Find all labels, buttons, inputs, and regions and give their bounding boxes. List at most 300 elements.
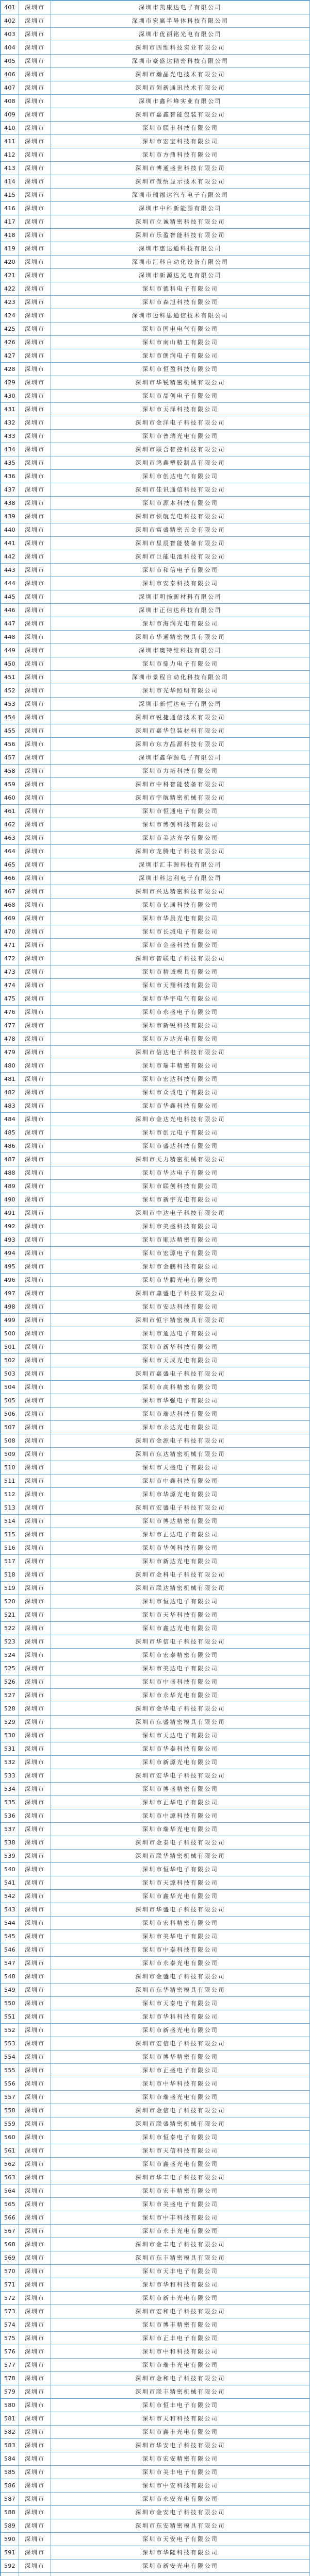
row-number-cell: 585	[1, 2466, 19, 2479]
table-row	[1, 2117, 310, 2131]
city-cell: 深圳市	[19, 122, 51, 135]
row-number-cell: 472	[1, 952, 19, 965]
company-name-cell: 深圳市宏盛电子科技有限公司	[51, 1501, 310, 1515]
city-cell: 深圳市	[19, 965, 51, 979]
company-name-cell: 深圳市凯康达电子有限公司	[51, 1, 310, 14]
city-cell: 深圳市	[19, 2439, 51, 2452]
company-name-cell: 深圳市东方晶源科技有限公司	[51, 738, 310, 751]
city-cell: 深圳市	[19, 1917, 51, 1930]
row-number-cell: 442	[1, 550, 19, 564]
company-name-cell: 深圳市华宇电气有限公司	[51, 992, 310, 1006]
row-number-cell: 523	[1, 1635, 19, 1649]
row-number-cell: 536	[1, 1809, 19, 1823]
table-row	[1, 1595, 310, 1608]
city-cell: 深圳市	[19, 1501, 51, 1515]
company-name-cell: 深圳市永泰光电有限公司	[51, 1957, 310, 1970]
row-number-cell: 411	[1, 135, 19, 148]
city-cell: 深圳市	[19, 443, 51, 456]
row-number-cell: 558	[1, 2104, 19, 2117]
table-row	[1, 1608, 310, 1622]
city-cell: 深圳市	[19, 992, 51, 1006]
company-name-cell: 深圳市金和电子科技有限公司	[51, 2372, 310, 2385]
row-number-cell: 581	[1, 2412, 19, 2426]
city-cell: 深圳市	[19, 523, 51, 537]
table-row	[1, 1086, 310, 1099]
city-cell: 深圳市	[19, 1166, 51, 1180]
city-cell: 深圳市	[19, 430, 51, 443]
table-row	[1, 1568, 310, 1582]
city-cell: 深圳市	[19, 229, 51, 242]
city-cell: 深圳市	[19, 28, 51, 41]
city-cell: 深圳市	[19, 1019, 51, 1032]
row-number-cell: 493	[1, 1233, 19, 1247]
table-row	[1, 1850, 310, 1863]
company-name-cell: 深圳市和信电子有限公司	[51, 564, 310, 577]
city-cell: 深圳市	[19, 1300, 51, 1314]
row-number-cell: 440	[1, 523, 19, 537]
city-cell: 深圳市	[19, 1421, 51, 1434]
city-cell: 深圳市	[19, 1582, 51, 1595]
company-name-cell: 深圳市金科电子科技有限公司	[51, 1568, 310, 1582]
city-cell: 深圳市	[19, 55, 51, 68]
company-name-cell: 深圳市宏华电子科技有限公司	[51, 1769, 310, 1783]
row-number-cell: 469	[1, 912, 19, 925]
table-row	[1, 1, 310, 14]
row-number-cell: 414	[1, 175, 19, 189]
city-cell: 深圳市	[19, 296, 51, 309]
company-name-cell: 深圳市新达光电有限公司	[51, 1555, 310, 1568]
city-cell: 深圳市	[19, 323, 51, 336]
city-cell: 深圳市	[19, 14, 51, 28]
city-cell: 深圳市	[19, 403, 51, 416]
company-name-cell: 深圳市永达光电有限公司	[51, 1421, 310, 1434]
row-number-cell: 569	[1, 2251, 19, 2265]
company-name-cell: 深圳市嘉鑫智能包装有限公司	[51, 108, 310, 122]
table-row	[1, 1783, 310, 1796]
row-number-cell: 491	[1, 1207, 19, 1220]
company-name-cell: 深圳市精诚模具有限公司	[51, 965, 310, 979]
table-row	[1, 323, 310, 336]
row-number-cell: 564	[1, 2184, 19, 2198]
table-row	[1, 81, 310, 95]
row-number-cell: 462	[1, 818, 19, 832]
company-name-cell: 深圳市恒通电子有限公司	[51, 805, 310, 818]
table-row	[1, 1729, 310, 1742]
row-number-cell: 591	[1, 2546, 19, 2560]
row-number-cell: 513	[1, 1501, 19, 1515]
row-number-cell: 438	[1, 497, 19, 510]
company-name-cell: 深圳市华通精密模具有限公司	[51, 631, 310, 644]
row-number-cell: 526	[1, 1675, 19, 1689]
company-name-cell: 深圳市创元电子有限公司	[51, 1126, 310, 1140]
company-name-cell: 深圳市佳讯通信科技有限公司	[51, 483, 310, 497]
company-name-cell: 深圳市华和科技有限公司	[51, 2278, 310, 2292]
city-cell: 深圳市	[19, 1876, 51, 1890]
city-cell: 深圳市	[19, 1809, 51, 1823]
row-number-cell: 428	[1, 363, 19, 376]
row-number-cell: 519	[1, 1582, 19, 1595]
table-row	[1, 1622, 310, 1635]
row-number-cell: 511	[1, 1475, 19, 1488]
city-cell: 深圳市	[19, 912, 51, 925]
city-cell: 深圳市	[19, 416, 51, 430]
table-row	[1, 41, 310, 55]
table-row	[1, 2198, 310, 2211]
city-cell: 深圳市	[19, 81, 51, 95]
row-number-cell: 430	[1, 389, 19, 403]
city-cell: 深圳市	[19, 95, 51, 108]
city-cell: 深圳市	[19, 1997, 51, 2010]
company-name-cell: 深圳市博创科技有限公司	[51, 818, 310, 832]
company-name-cell: 深圳市中盛科技有限公司	[51, 1675, 310, 1689]
row-number-cell: 437	[1, 483, 19, 497]
company-name-cell: 深圳市源本科技有限公司	[51, 497, 310, 510]
city-cell: 深圳市	[19, 2412, 51, 2426]
table-row	[1, 765, 310, 778]
table-row	[1, 564, 310, 577]
company-name-cell: 深圳市联合智控科技有限公司	[51, 443, 310, 456]
table-row	[1, 363, 310, 376]
table-row	[1, 523, 310, 537]
row-number-cell: 419	[1, 242, 19, 256]
city-cell: 深圳市	[19, 939, 51, 952]
row-number-cell	[1, 2573, 19, 2576]
company-name-cell: 深圳市天华科技有限公司	[51, 1608, 310, 1622]
table-row	[1, 1943, 310, 1957]
table-row	[1, 1582, 310, 1595]
table-row	[1, 1434, 310, 1448]
row-number-cell: 502	[1, 1354, 19, 1367]
table-row	[1, 1501, 310, 1515]
row-number-cell: 401	[1, 1, 19, 14]
company-name-cell: 深圳市金华电子科技有限公司	[51, 1702, 310, 1716]
city-cell: 深圳市	[19, 242, 51, 256]
row-number-cell: 475	[1, 992, 19, 1006]
company-name-cell: 深圳市联盛精密机械有限公司	[51, 2117, 310, 2131]
city-cell: 深圳市	[19, 2533, 51, 2546]
row-number-cell: 476	[1, 1006, 19, 1019]
row-number-cell: 473	[1, 965, 19, 979]
table-row	[1, 1394, 310, 1408]
city-cell: 深圳市	[19, 2399, 51, 2412]
row-number-cell: 522	[1, 1622, 19, 1635]
table-row	[1, 2131, 310, 2144]
table-row	[1, 1488, 310, 1501]
city-cell: 深圳市	[19, 2385, 51, 2399]
table-row	[1, 2010, 310, 2024]
table-row	[1, 1823, 310, 1836]
company-name-cell: 深圳市海润光电有限公司	[51, 617, 310, 631]
company-name-cell: 深圳市迈科思通信技术有限公司	[51, 309, 310, 323]
row-number-cell: 405	[1, 55, 19, 68]
table-row	[1, 108, 310, 122]
company-name-cell: 深圳市正盛电子有限公司	[51, 2064, 310, 2077]
table-row	[1, 416, 310, 430]
row-number-cell: 420	[1, 256, 19, 269]
city-cell: 深圳市	[19, 1032, 51, 1046]
company-name-cell: 深圳市星辰智能装备有限公司	[51, 537, 310, 550]
row-number-cell: 525	[1, 1662, 19, 1675]
city-cell: 深圳市	[19, 2091, 51, 2104]
city-cell: 深圳市	[19, 684, 51, 698]
row-number-cell: 556	[1, 2077, 19, 2091]
table-row	[1, 135, 310, 148]
city-cell: 深圳市	[19, 952, 51, 965]
row-number-cell: 583	[1, 2439, 19, 2452]
row-number-cell: 490	[1, 1193, 19, 1207]
company-name-cell: 深圳市中华科技有限公司	[51, 2077, 310, 2091]
city-cell: 深圳市	[19, 2479, 51, 2493]
city-cell: 深圳市	[19, 698, 51, 711]
company-name-cell: 深圳市华锐精密机械有限公司	[51, 376, 310, 389]
row-number-cell: 580	[1, 2399, 19, 2412]
company-name-cell: 深圳市晶创电子有限公司	[51, 389, 310, 403]
row-number-cell: 537	[1, 1823, 19, 1836]
company-name-cell: 深圳市天安电子有限公司	[51, 2533, 310, 2546]
company-name-cell: 深圳市优丽铭光电有限公司	[51, 28, 310, 41]
company-name-cell: 深圳市鑫科峰实业有限公司	[51, 95, 310, 108]
company-name-cell: 深圳市天成光电有限公司	[51, 1354, 310, 1367]
row-number-cell: 466	[1, 872, 19, 885]
company-name-cell: 深圳市恒丰电子有限公司	[51, 2399, 310, 2412]
company-name-cell: 深圳市天泰电子有限公司	[51, 1997, 310, 2010]
city-cell: 深圳市	[19, 751, 51, 765]
company-name-cell: 深圳市新华科技有限公司	[51, 1341, 310, 1354]
city-cell: 深圳市	[19, 2546, 51, 2560]
row-number-cell: 488	[1, 1166, 19, 1180]
company-name-cell: 深圳市华源光电有限公司	[51, 1488, 310, 1501]
table-row	[1, 1341, 310, 1354]
company-name-cell: 深圳市龙腾电子科技有限公司	[51, 845, 310, 858]
row-number-cell: 498	[1, 1300, 19, 1314]
city-cell: 深圳市	[19, 537, 51, 550]
table-row	[1, 2104, 310, 2117]
company-name-cell: 深圳市正达电子有限公司	[51, 1528, 310, 1541]
company-name-cell: 深圳市中泰科技有限公司	[51, 1943, 310, 1957]
city-cell: 深圳市	[19, 1193, 51, 1207]
company-name-cell: 深圳市宏宝科技有限公司	[51, 135, 310, 148]
company-name-cell: 深圳市嘉盛电子科技有限公司	[51, 1367, 310, 1381]
company-name-cell: 深圳市华盛电子科技有限公司	[51, 1903, 310, 1917]
city-cell: 深圳市	[19, 470, 51, 483]
table-row	[1, 1649, 310, 1662]
row-number-cell: 421	[1, 269, 19, 282]
city-cell: 深圳市	[19, 858, 51, 872]
city-cell	[19, 2573, 51, 2576]
table-row	[1, 55, 310, 68]
table-row	[1, 2144, 310, 2158]
row-number-cell: 483	[1, 1099, 19, 1113]
enterprise-table	[1, 1, 310, 2576]
table-row	[1, 698, 310, 711]
row-number-cell: 410	[1, 122, 19, 135]
row-number-cell: 516	[1, 1541, 19, 1555]
table-row	[1, 202, 310, 215]
row-number-cell: 489	[1, 1180, 19, 1193]
city-cell: 深圳市	[19, 899, 51, 912]
city-cell: 深圳市	[19, 1515, 51, 1528]
table-row	[1, 1059, 310, 1073]
company-name-cell: 深圳市华隆科技有限公司	[51, 2546, 310, 2560]
row-number-cell: 452	[1, 684, 19, 698]
company-name-cell: 深圳市华信电子科技有限公司	[51, 1635, 310, 1649]
company-name-cell: 深圳市博达精密有限公司	[51, 1515, 310, 1528]
table-row	[1, 376, 310, 389]
table-row	[1, 483, 310, 497]
table-row	[1, 1233, 310, 1247]
row-number-cell: 577	[1, 2359, 19, 2372]
city-cell: 深圳市	[19, 925, 51, 939]
city-cell: 深圳市	[19, 1702, 51, 1716]
row-number-cell: 576	[1, 2345, 19, 2359]
city-cell: 深圳市	[19, 202, 51, 215]
table-row	[1, 2533, 310, 2546]
company-name-cell: 深圳市国电电气有限公司	[51, 323, 310, 336]
table-row	[1, 229, 310, 242]
row-number-cell: 449	[1, 644, 19, 657]
company-name-cell: 深圳市美达光学有限公司	[51, 832, 310, 845]
company-name-cell: 深圳市新安光电有限公司	[51, 2560, 310, 2573]
enterprise-table-body	[1, 1, 310, 2576]
row-number-cell: 550	[1, 1997, 19, 2010]
city-cell: 深圳市	[19, 1836, 51, 1850]
company-name-cell: 深圳市中科新能源有限公司	[51, 202, 310, 215]
city-cell: 深圳市	[19, 1622, 51, 1635]
city-cell: 深圳市	[19, 1, 51, 14]
company-name-cell: 深圳市华创科技有限公司	[51, 1541, 310, 1555]
table-row	[1, 1421, 310, 1434]
company-name-cell: 深圳市金盛科技有限公司	[51, 939, 310, 952]
row-number-cell: 572	[1, 2292, 19, 2305]
city-cell: 深圳市	[19, 1274, 51, 1287]
company-name-cell: 深圳市宏和电子科技有限公司	[51, 2305, 310, 2318]
row-number-cell: 479	[1, 1046, 19, 1059]
company-name-cell: 深圳市华强电子有限公司	[51, 1394, 310, 1408]
city-cell: 深圳市	[19, 2493, 51, 2506]
city-cell: 深圳市	[19, 1287, 51, 1300]
table-row	[1, 2024, 310, 2037]
row-number-cell: 495	[1, 1260, 19, 1274]
city-cell: 深圳市	[19, 631, 51, 644]
row-number-cell: 534	[1, 1783, 19, 1796]
company-name-cell: 深圳市美达电子有限公司	[51, 1662, 310, 1675]
row-number-cell: 539	[1, 1850, 19, 1863]
row-number-cell: 590	[1, 2533, 19, 2546]
row-number-cell: 406	[1, 68, 19, 81]
company-name-cell: 深圳市联丰精密机械有限公司	[51, 2385, 310, 2399]
company-name-cell: 深圳市新源光电有限公司	[51, 1756, 310, 1769]
city-cell: 深圳市	[19, 1756, 51, 1769]
table-row	[1, 2278, 310, 2292]
table-row	[1, 1126, 310, 1140]
row-number-cell: 416	[1, 202, 19, 215]
row-number-cell: 532	[1, 1756, 19, 1769]
company-name-cell: 深圳市永盛电子有限公司	[51, 1006, 310, 1019]
table-row	[1, 389, 310, 403]
row-number-cell: 567	[1, 2225, 19, 2238]
row-number-cell: 510	[1, 1461, 19, 1475]
company-name-cell: 深圳市鼎力电子有限公司	[51, 657, 310, 671]
row-number-cell: 463	[1, 832, 19, 845]
row-number-cell: 571	[1, 2278, 19, 2292]
city-cell: 深圳市	[19, 148, 51, 162]
table-row	[1, 510, 310, 523]
company-name-cell: 深圳市光华照明有限公司	[51, 684, 310, 698]
row-number-cell: 501	[1, 1341, 19, 1354]
row-number-cell: 482	[1, 1086, 19, 1099]
table-row	[1, 2439, 310, 2452]
table-row	[1, 2171, 310, 2184]
city-cell: 深圳市	[19, 1381, 51, 1394]
city-cell: 深圳市	[19, 791, 51, 805]
company-name-cell: 深圳市富盛精密五金有限公司	[51, 523, 310, 537]
row-number-cell: 541	[1, 1876, 19, 1890]
city-cell: 深圳市	[19, 1769, 51, 1783]
city-cell: 深圳市	[19, 805, 51, 818]
row-number-cell: 529	[1, 1716, 19, 1729]
row-number-cell: 520	[1, 1595, 19, 1608]
company-name-cell: 深圳市金鹏科技有限公司	[51, 1260, 310, 1274]
table-row	[1, 2359, 310, 2372]
city-cell: 深圳市	[19, 1541, 51, 1555]
table-row	[1, 1408, 310, 1421]
city-cell: 深圳市	[19, 189, 51, 202]
company-name-cell: 深圳市微纳显示技术有限公司	[51, 175, 310, 189]
city-cell: 深圳市	[19, 2265, 51, 2278]
table-row	[1, 577, 310, 590]
city-cell: 深圳市	[19, 1394, 51, 1408]
company-name-cell: 深圳市中达电子科技有限公司	[51, 1207, 310, 1220]
row-number-cell: 540	[1, 1863, 19, 1876]
row-number-cell: 485	[1, 1126, 19, 1140]
company-name-cell: 深圳市普瑞光电有限公司	[51, 430, 310, 443]
row-number-cell: 492	[1, 1220, 19, 1233]
city-cell: 深圳市	[19, 483, 51, 497]
row-number-cell: 407	[1, 81, 19, 95]
city-cell: 深圳市	[19, 349, 51, 363]
company-name-cell: 深圳市创新通讯技术有限公司	[51, 81, 310, 95]
table-row	[1, 1957, 310, 1970]
table-row	[1, 2452, 310, 2466]
city-cell: 深圳市	[19, 1354, 51, 1367]
table-row	[1, 992, 310, 1006]
company-name-cell: 深圳市创达电气有限公司	[51, 470, 310, 483]
company-name-cell: 深圳市鑫盛光电有限公司	[51, 2158, 310, 2171]
table-row	[1, 925, 310, 939]
table-row	[1, 1180, 310, 1193]
company-name-cell: 深圳市众诚电子有限公司	[51, 1086, 310, 1099]
row-number-cell: 413	[1, 162, 19, 175]
table-row	[1, 336, 310, 349]
row-number-cell: 546	[1, 1943, 19, 1957]
company-name-cell: 深圳市金盛电子科技有限公司	[51, 1970, 310, 1984]
company-name-cell: 深圳市宏丰精密有限公司	[51, 2184, 310, 2198]
company-name-cell: 深圳市正华电子有限公司	[51, 1796, 310, 1809]
company-name-cell: 深圳市瑞福达汽车电子有限公司	[51, 189, 310, 202]
city-cell: 深圳市	[19, 2158, 51, 2171]
city-cell: 深圳市	[19, 2050, 51, 2064]
city-cell: 深圳市	[19, 1850, 51, 1863]
row-number-cell: 403	[1, 28, 19, 41]
company-name-cell: 深圳市盛达科技有限公司	[51, 1140, 310, 1153]
company-name-cell: 深圳市瑞丰精密有限公司	[51, 1059, 310, 1073]
city-cell: 深圳市	[19, 1528, 51, 1541]
row-number-cell: 545	[1, 1930, 19, 1943]
table-row	[1, 1756, 310, 1769]
city-cell: 深圳市	[19, 1488, 51, 1501]
city-cell: 深圳市	[19, 162, 51, 175]
company-name-cell: 深圳市华达电子有限公司	[51, 1166, 310, 1180]
